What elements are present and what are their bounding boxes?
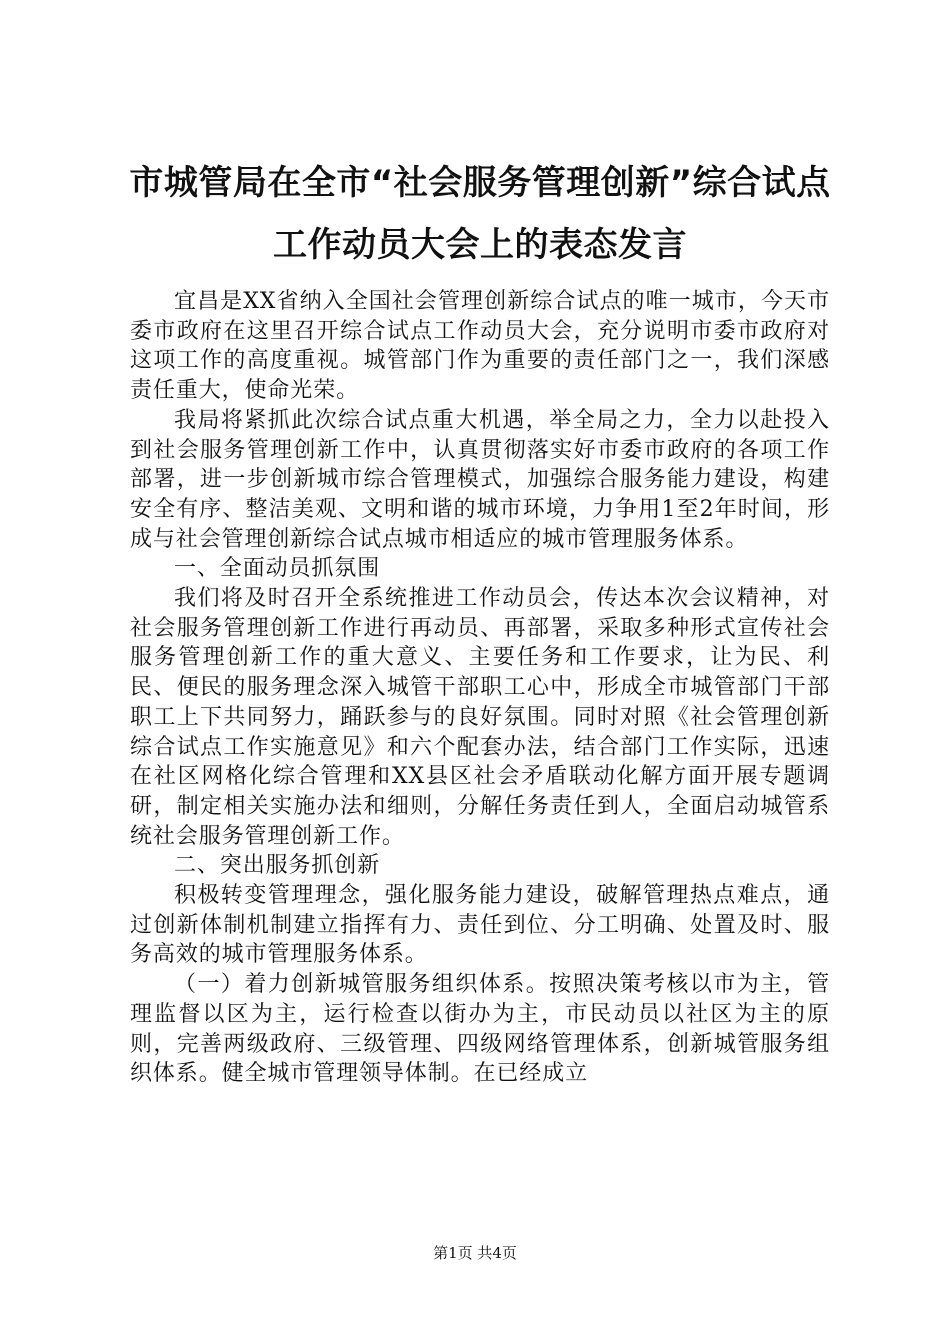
paragraph-section-2: 积极转变管理理念，强化服务能力建设，破解管理热点难点，通过创新体制机制建立指挥有力、责任到位、分工明确、处置及时、服务高效的城市管理服务体系。 [130, 883, 830, 968]
section-heading-2: 二、突出服务抓创新 [174, 853, 381, 879]
paragraph-intro: 宜昌是XX省纳入全国社会管理创新综合试点的唯一城市，今天市委市政府在这里召开综合试点工作动员大会，充分说明市委市政府对这项工作的高度重视。城管部门作为重要的责任部门之一，我们深感责任重大，使命光荣。 [130, 289, 830, 404]
paragraph-subsection-1: （一）着力创新城管服务组织体系。按照决策考核以市为主，管理监督以区为主，运行检查以街办为主，市民动员以社区为主的原则，完善两级政府、三级管理、四级网络管理体系，创新城管服务组织体系。健全城市管理领导体制。在已经成立 [130, 972, 830, 1087]
section-heading-1: 一、全面动员抓氛围 [174, 556, 381, 582]
document-body [130, 287, 830, 1089]
paragraph-section-1: 我们将及时召开全系统推进工作动员会，传达本次会议精神，对社会服务管理创新工作进行再动员、再部署，采取多种形式宣传社会服务管理创新工作的重大意义、主要任务和工作要求，让为民、利民、便民的服务理念深入城管干部职工心中，形成全市城管部门干部职工上下共同努力，踊跃参与的良好氛围。同时对照《社会管理创新综合试点工作实施意见》和六个配套办法，结合部门工作实际，迅速在社区网格化综合管理和XX县区社会矛盾联动化解方面开展专题调研，制定相关实施办法和细则，分解任务责任到人，全面启动城管系统社会服务管理创新工作。 [130, 586, 830, 849]
page-number-footer: 第1页 共4页 [433, 1244, 517, 1262]
paragraph-commitment: 我局将紧抓此次综合试点重大机遇，举全局之力，全力以赴投入到社会服务管理创新工作中，认真贯彻落实好市委市政府的各项工作部署，进一步创新城市综合管理模式，加强综合服务能力建设，构建安全有序、整洁美观、文明和谐的城市环境，力争用1至2年时间，形成与社会管理创新综合试点城市相适应的城市管理服务体系。 [130, 407, 830, 552]
document-title: 市城管局在全市“社会服务管理创新”综合试点工作动员大会上的表态发言 [129, 163, 831, 265]
